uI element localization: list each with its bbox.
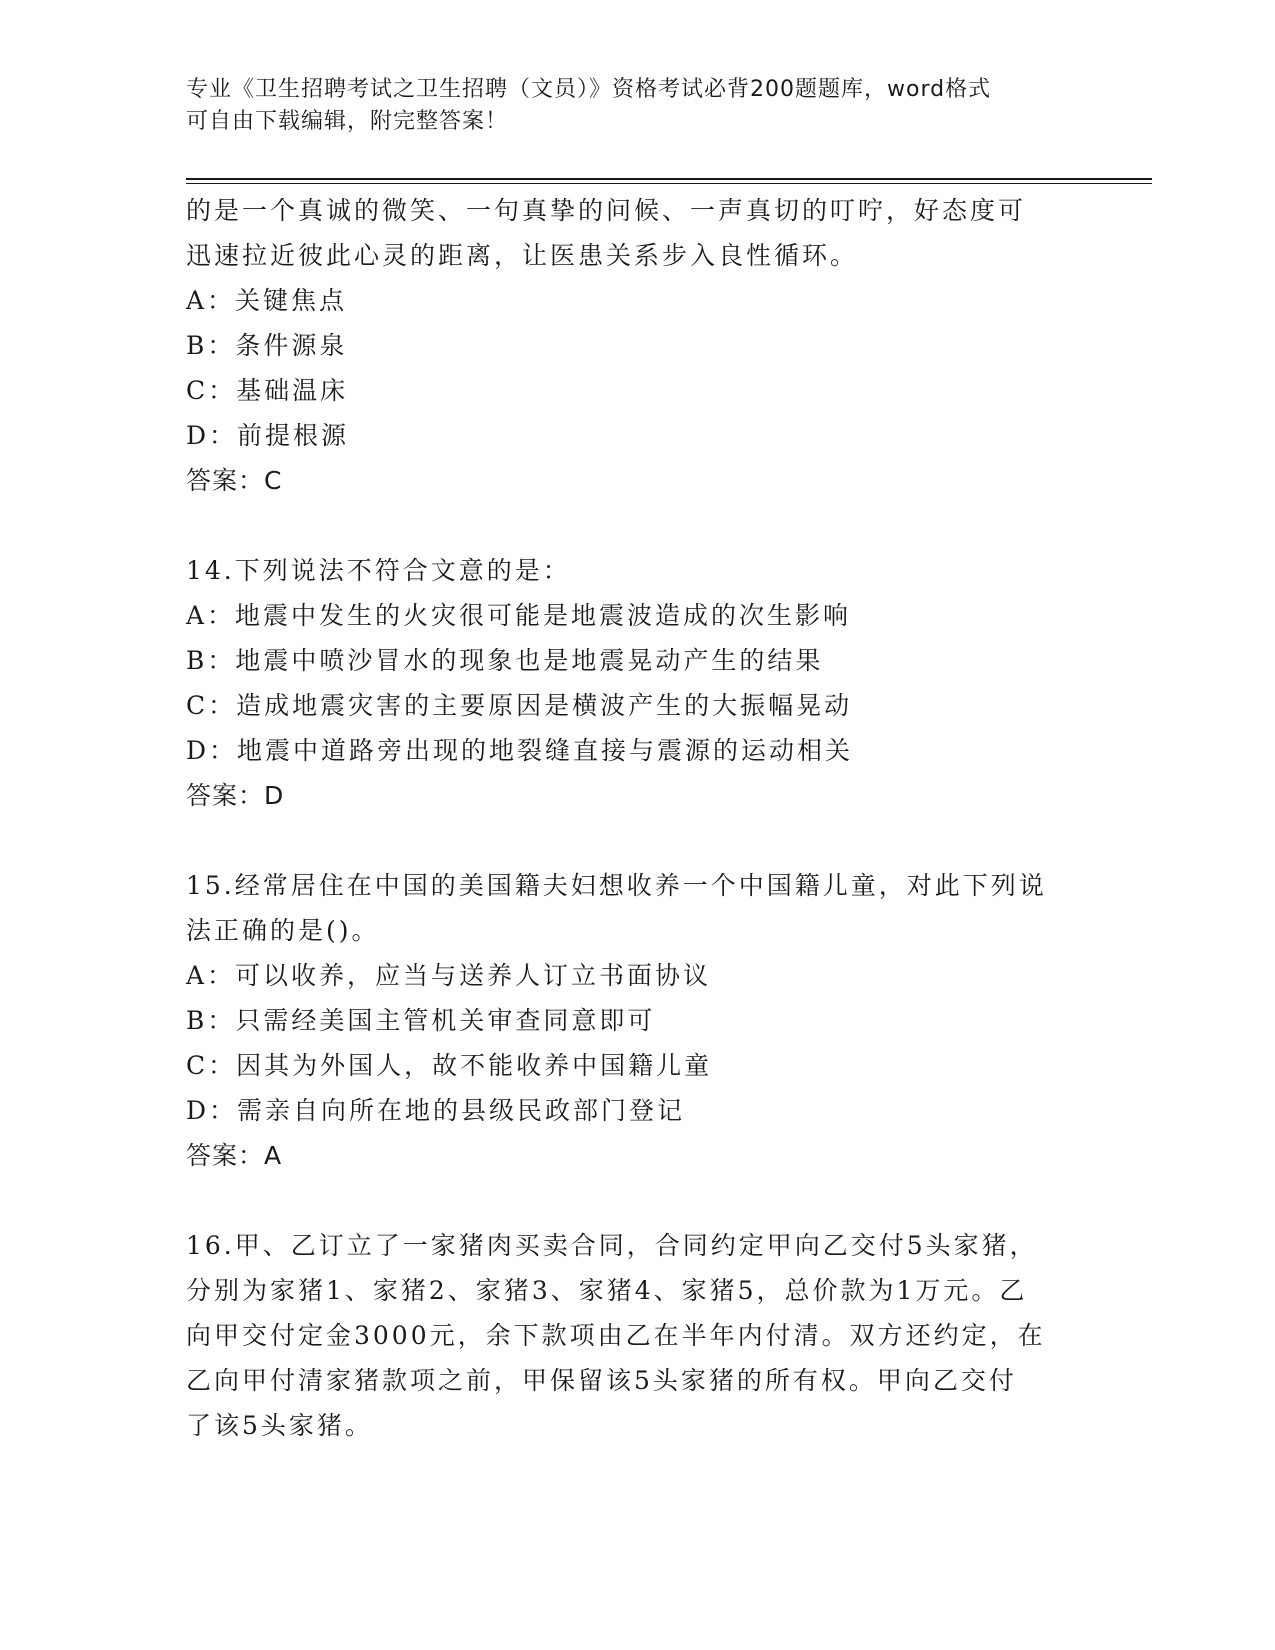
question-text-line: 14.下列说法不符合文意的是： [186, 556, 571, 585]
option-a: A：可以收养，应当与送养人订立书面协议 [186, 961, 712, 990]
option-b: B：条件源泉 [186, 331, 348, 360]
option-d: D：前提根源 [186, 421, 350, 450]
option-d: D：地震中道路旁出现的地裂缝直接与震源的运动相关 [186, 736, 854, 765]
spacer [186, 503, 1086, 548]
question-16-block [186, 1223, 1086, 1448]
document-header [186, 74, 1066, 138]
header-divider [186, 178, 1152, 184]
document-body [186, 188, 1086, 1448]
option-c: C：因其为外国人，故不能收养中国籍儿童 [186, 1051, 713, 1080]
question-text-line: 法正确的是()。 [186, 916, 380, 945]
question-text-line: 的是一个真诚的微笑、一句真挚的问候、一声真切的叮咛，好态度可 [186, 196, 1027, 225]
question-text-line: 了该5头家猪。 [186, 1411, 373, 1440]
question-text-line: 迅速拉近彼此心灵的距离，让医患关系步入良性循环。 [186, 241, 859, 270]
question-13-block [186, 188, 1086, 503]
question-14-block [186, 548, 1086, 818]
spacer [186, 1178, 1086, 1223]
option-a: A：地震中发生的火灾很可能是地震波造成的次生影响 [186, 601, 852, 630]
question-text-line: 向甲交付定金3000元，余下款项由乙在半年内付清。双方还约定，在 [186, 1321, 1046, 1350]
question-text-line: 分别为家猪1、家猪2、家猪3、家猪4、家猪5，总价款为1万元。乙 [186, 1276, 1028, 1305]
header-line-1: 专业《卫生招聘考试之卫生招聘（文员）》资格考试必背200题题库，word格式 [186, 77, 992, 102]
answer-line: 答案：C [186, 466, 283, 495]
question-text-line: 15.经常居住在中国的美国籍夫妇想收养一个中国籍儿童，对此下列说 [186, 871, 1047, 900]
option-a: A：关键焦点 [186, 286, 348, 315]
option-d: D：需亲自向所在地的县级民政部门登记 [186, 1096, 686, 1125]
spacer [186, 818, 1086, 863]
question-15-block [186, 863, 1086, 1178]
answer-line: 答案：D [186, 781, 285, 810]
option-b: B：地震中喷沙冒水的现象也是地震晃动产生的结果 [186, 646, 824, 675]
question-text-line: 乙向甲付清家猪款项之前，甲保留该5头家猪的所有权。甲向乙交付 [186, 1366, 1017, 1395]
option-b: B：只需经美国主管机关审查同意即可 [186, 1006, 656, 1035]
header-line-2: 可自由下载编辑，附完整答案！ [186, 109, 509, 134]
question-text-line: 16.甲、乙订立了一家猪肉买卖合同，合同约定甲向乙交付5头家猪， [186, 1231, 1038, 1260]
option-c: C：造成地震灾害的主要原因是横波产生的大振幅晃动 [186, 691, 853, 720]
answer-line: 答案：A [186, 1141, 283, 1170]
option-c: C：基础温床 [186, 376, 349, 405]
